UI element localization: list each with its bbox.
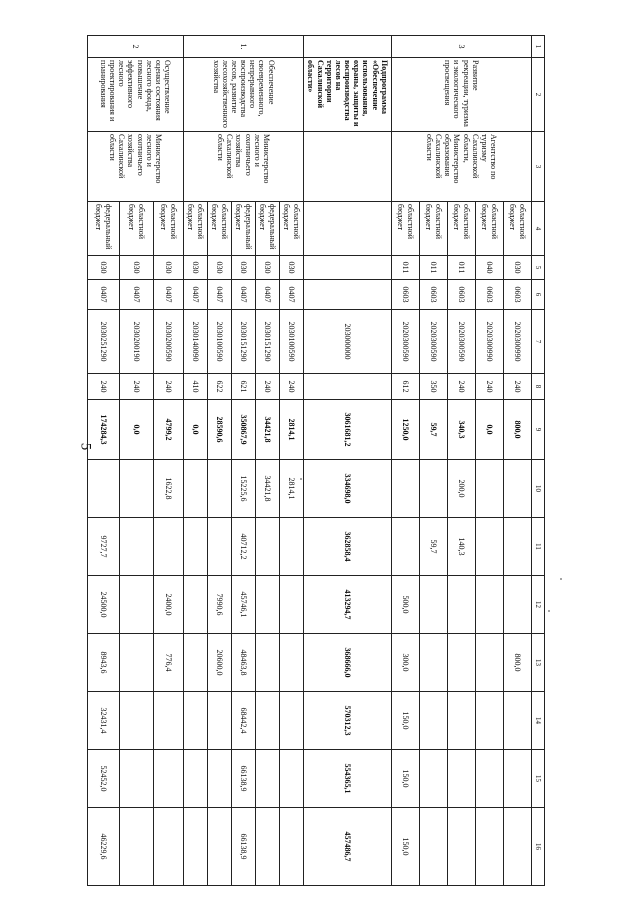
activity-name: Подпрограмма «Обеспечение использования, охраны, защиты и воспроизводства лесов на территории Сахалинской области» — [304, 58, 392, 132]
cell-year — [420, 460, 448, 518]
cell-year — [184, 576, 208, 634]
funding-source: областной бюджет — [420, 202, 448, 256]
cell-year: 300,0 — [392, 634, 420, 692]
header-cell: 14 — [532, 692, 545, 750]
funding-source: областной бюджет — [208, 202, 232, 256]
cell-year — [154, 692, 184, 750]
scan-speck — [548, 610, 550, 612]
cell-year — [504, 460, 532, 518]
cell-total: 350867,9 — [232, 400, 256, 460]
funding-source: областной бюджет — [120, 202, 154, 256]
funding-source: федеральный бюджет — [256, 202, 280, 256]
funding-source: областной бюджет — [184, 202, 208, 256]
cell-year — [476, 460, 504, 518]
cell-expense-type — [304, 374, 392, 400]
cell-year — [184, 692, 208, 750]
header-cell: 10 — [532, 460, 545, 518]
header-cell: 6 — [532, 280, 545, 310]
cell-year — [184, 808, 208, 886]
row-number: 2 — [88, 36, 184, 58]
responsible-executor — [304, 132, 392, 202]
cell-year — [208, 460, 232, 518]
cell-year — [420, 576, 448, 634]
cell-grbs: 030 — [120, 256, 154, 280]
cell-section: 0407 — [88, 280, 120, 310]
cell-total: 28590,6 — [208, 400, 232, 460]
cell-total: 3061681,2 — [304, 400, 392, 460]
cell-year — [256, 808, 280, 886]
cell-total: 340,3 — [448, 400, 476, 460]
cell-year — [280, 692, 304, 750]
cell-year: 1622,8 — [154, 460, 184, 518]
header-cell: 3 — [532, 132, 545, 202]
funding-source: областной бюджет — [280, 202, 304, 256]
cell-year — [448, 576, 476, 634]
header-cell: 16 — [532, 808, 545, 886]
cell-total: 59,7 — [420, 400, 448, 460]
cell-year — [476, 808, 504, 886]
cell-year: 68442,4 — [232, 692, 256, 750]
activity-name: Осуществление оценки состояния лесного фонда, повышение эффективного лесного проектирования и планирования — [88, 58, 184, 132]
cell-year — [184, 518, 208, 576]
cell-year — [208, 692, 232, 750]
cell-year: 800,0 — [504, 634, 532, 692]
cell-year — [420, 750, 448, 808]
cell-year: 554365,1 — [304, 750, 392, 808]
table-row — [504, 36, 532, 886]
cell-expense-type: 240 — [120, 374, 154, 400]
cell-year: 2814,1 — [280, 460, 304, 518]
cell-year — [256, 692, 280, 750]
cell-year — [392, 460, 420, 518]
cell-section — [304, 280, 392, 310]
cell-total: 0,0 — [184, 400, 208, 460]
table-row — [280, 36, 304, 886]
cell-expense-type: 240 — [256, 374, 280, 400]
row-number: 3 — [392, 36, 532, 58]
cell-grbs: 011 — [392, 256, 420, 280]
cell-year — [476, 692, 504, 750]
funding-source: федеральный бюджет — [232, 202, 256, 256]
cell-expense-type: 622 — [208, 374, 232, 400]
cell-year — [120, 692, 154, 750]
cell-section: 0407 — [256, 280, 280, 310]
responsible-executor: Министерство лесного и охотничьего хозяйства Сахалинской области — [88, 132, 184, 202]
cell-section: 0603 — [420, 280, 448, 310]
table-row — [154, 36, 184, 886]
cell-year — [280, 576, 304, 634]
cell-expense-type: 240 — [154, 374, 184, 400]
funding-source: областной бюджет — [154, 202, 184, 256]
cell-expense-type: 612 — [392, 374, 420, 400]
header-cell: 4 — [532, 202, 545, 256]
cell-year: 52452,0 — [88, 750, 120, 808]
cell-year: 150,0 — [392, 692, 420, 750]
cell-expense-type: 240 — [504, 374, 532, 400]
cell-year: 500,0 — [392, 576, 420, 634]
cell-section: 0407 — [232, 280, 256, 310]
cell-year — [448, 808, 476, 886]
cell-target-code: 2030151290 — [256, 310, 280, 374]
cell-grbs: 030 — [256, 256, 280, 280]
cell-year — [476, 518, 504, 576]
cell-grbs: 040 — [476, 256, 504, 280]
responsible-executor: Агентство по туризму Сахалинской области, Министерство образования Сахалинской области — [392, 132, 532, 202]
cell-section: 0407 — [280, 280, 304, 310]
header-cell: 7 — [532, 310, 545, 374]
cell-target-code: 2030251290 — [88, 310, 120, 374]
cell-total: 0,0 — [120, 400, 154, 460]
cell-year: 140,3 — [448, 518, 476, 576]
cell-year — [280, 518, 304, 576]
cell-target-code: 203000000 — [304, 310, 392, 374]
cell-year — [154, 808, 184, 886]
cell-year — [392, 518, 420, 576]
cell-total: 800,0 — [504, 400, 532, 460]
cell-year — [120, 634, 154, 692]
cell-year — [280, 750, 304, 808]
cell-expense-type: 240 — [88, 374, 120, 400]
funding-source: областной бюджет — [448, 202, 476, 256]
cell-year: 66138,9 — [232, 750, 256, 808]
scan-speck — [560, 578, 562, 580]
cell-year — [504, 750, 532, 808]
cell-year — [88, 460, 120, 518]
cell-year — [420, 692, 448, 750]
header-row — [532, 36, 545, 886]
cell-year: 40712,2 — [232, 518, 256, 576]
cell-year: 66138,9 — [232, 808, 256, 886]
cell-grbs: 030 — [88, 256, 120, 280]
cell-target-code: 2020300590 — [392, 310, 420, 374]
activity-name: Обеспечение своевременного, непрерывного воспроизводства лесов, развитие лесохозяйственного хозяйства — [184, 58, 304, 132]
cell-grbs: 030 — [184, 256, 208, 280]
cell-grbs: 030 — [280, 256, 304, 280]
cell-grbs: 011 — [420, 256, 448, 280]
funding-source: федеральный бюджет — [88, 202, 120, 256]
cell-total: 0,0 — [476, 400, 504, 460]
cell-expense-type: 621 — [232, 374, 256, 400]
cell-year: 9727,7 — [88, 518, 120, 576]
cell-year — [504, 518, 532, 576]
cell-year: 570312,3 — [304, 692, 392, 750]
cell-section: 0407 — [120, 280, 154, 310]
cell-total: 174284,3 — [88, 400, 120, 460]
cell-expense-type: 240 — [476, 374, 504, 400]
cell-year — [448, 634, 476, 692]
cell-year — [208, 750, 232, 808]
cell-total: 1250,0 — [392, 400, 420, 460]
page-number: 5 — [77, 442, 94, 451]
cell-year: 362858,4 — [304, 518, 392, 576]
cell-section: 0407 — [208, 280, 232, 310]
cell-year — [476, 750, 504, 808]
header-cell: 9 — [532, 400, 545, 460]
cell-grbs: 030 — [208, 256, 232, 280]
cell-year — [256, 518, 280, 576]
cell-year — [504, 576, 532, 634]
cell-year — [476, 576, 504, 634]
cell-grbs: 030 — [504, 256, 532, 280]
cell-target-code: 2020300990 — [476, 310, 504, 374]
cell-year: 200,0 — [448, 460, 476, 518]
cell-target-code: 2030100590 — [280, 310, 304, 374]
scan-speck — [300, 478, 302, 480]
cell-total: 4799,2 — [154, 400, 184, 460]
cell-section: 0603 — [448, 280, 476, 310]
cell-year — [208, 808, 232, 886]
cell-year — [504, 808, 532, 886]
cell-target-code: 2020300590 — [448, 310, 476, 374]
cell-section: 0603 — [476, 280, 504, 310]
funding-source: областной бюджет — [392, 202, 420, 256]
header-cell: 12 — [532, 576, 545, 634]
table-row — [304, 36, 392, 886]
funding-source: областной бюджет — [476, 202, 504, 256]
cell-section: 0407 — [184, 280, 208, 310]
cell-target-code: 2030151290 — [232, 310, 256, 374]
cell-target-code: 2030140090 — [184, 310, 208, 374]
cell-year: 7990,6 — [208, 576, 232, 634]
cell-expense-type: 240 — [448, 374, 476, 400]
cell-year: 24500,0 — [88, 576, 120, 634]
budget-table — [87, 35, 545, 886]
cell-year: 2400,0 — [154, 576, 184, 634]
header-cell: 13 — [532, 634, 545, 692]
cell-year — [420, 634, 448, 692]
cell-target-code: 2030200590 — [154, 310, 184, 374]
cell-year: 34421,8 — [256, 460, 280, 518]
row-number: 1. — [184, 36, 304, 58]
cell-total: 2814,1 — [280, 400, 304, 460]
cell-year — [420, 808, 448, 886]
cell-year: 457486,7 — [304, 808, 392, 886]
cell-year: 413294,7 — [304, 576, 392, 634]
header-cell: 1 — [532, 36, 545, 58]
header-cell: 8 — [532, 374, 545, 400]
rotated-table-wrapper — [94, 35, 545, 885]
cell-year — [448, 692, 476, 750]
responsible-executor: Министерство лесного и охотничьего хозяйства Сахалинской области — [184, 132, 304, 202]
cell-year — [120, 576, 154, 634]
cell-year — [184, 750, 208, 808]
cell-total: 34421,8 — [256, 400, 280, 460]
header-cell: 2 — [532, 58, 545, 132]
cell-year — [256, 634, 280, 692]
cell-year — [256, 750, 280, 808]
cell-section: 0407 — [154, 280, 184, 310]
cell-year: 150,0 — [392, 750, 420, 808]
cell-year — [448, 750, 476, 808]
cell-year — [120, 750, 154, 808]
cell-expense-type: 350 — [420, 374, 448, 400]
cell-grbs — [304, 256, 392, 280]
cell-year: 15225,6 — [232, 460, 256, 518]
cell-year — [476, 634, 504, 692]
cell-year: 368666,0 — [304, 634, 392, 692]
cell-year: 334698,0 — [304, 460, 392, 518]
cell-section: 0603 — [392, 280, 420, 310]
activity-name: Развитие рекреации, туризма и экологического просвещения — [392, 58, 532, 132]
cell-year: 32431,4 — [88, 692, 120, 750]
cell-target-code: 2030100590 — [208, 310, 232, 374]
cell-year — [120, 808, 154, 886]
cell-year — [208, 518, 232, 576]
cell-grbs: 030 — [232, 256, 256, 280]
cell-year: 776,4 — [154, 634, 184, 692]
cell-expense-type: 240 — [280, 374, 304, 400]
cell-year — [184, 460, 208, 518]
cell-section: 0603 — [504, 280, 532, 310]
row-number — [304, 36, 392, 58]
funding-source — [304, 202, 392, 256]
header-cell: 15 — [532, 750, 545, 808]
cell-year — [184, 634, 208, 692]
cell-year: 150,0 — [392, 808, 420, 886]
cell-year — [154, 750, 184, 808]
cell-year — [256, 576, 280, 634]
cell-target-code: 2030200190 — [120, 310, 154, 374]
header-cell: 11 — [532, 518, 545, 576]
cell-year — [504, 692, 532, 750]
cell-year — [280, 808, 304, 886]
cell-year: 59,7 — [420, 518, 448, 576]
cell-target-code: 2020300990 — [504, 310, 532, 374]
funding-source: областной бюджет — [504, 202, 532, 256]
cell-year: 20600,0 — [208, 634, 232, 692]
cell-year — [120, 518, 154, 576]
cell-target-code: 2020300590 — [420, 310, 448, 374]
cell-year — [154, 518, 184, 576]
cell-grbs: 011 — [448, 256, 476, 280]
cell-year: 45746,1 — [232, 576, 256, 634]
header-cell: 5 — [532, 256, 545, 280]
cell-year: 8943,6 — [88, 634, 120, 692]
cell-year — [280, 634, 304, 692]
cell-grbs: 030 — [154, 256, 184, 280]
cell-year: 46229,6 — [88, 808, 120, 886]
cell-expense-type: 410 — [184, 374, 208, 400]
cell-year: 48463,8 — [232, 634, 256, 692]
cell-year — [120, 460, 154, 518]
